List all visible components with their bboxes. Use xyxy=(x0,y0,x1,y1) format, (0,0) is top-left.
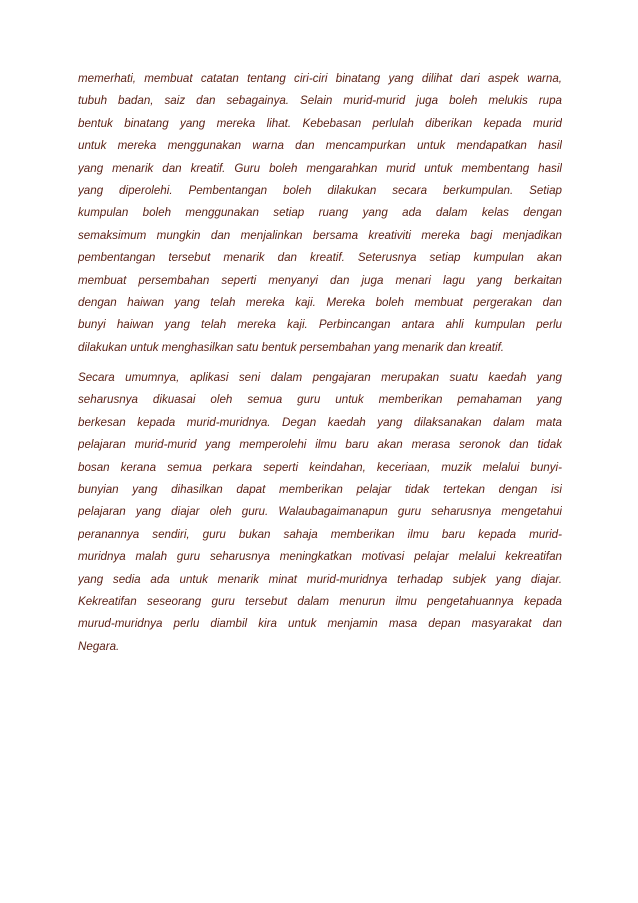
text-line: kumpulan boleh menggunakan setiap ruang yang ada dalam kelas dengan xyxy=(78,206,562,220)
document-body xyxy=(78,68,562,658)
text-line: memerhati, membuat catatan tentang ciri-ciri binatang yang dilihat dari aspek warna, xyxy=(78,72,562,85)
paragraph-2 xyxy=(78,367,562,658)
text-line: bosan kerana semua perkara seperti keindahan, keceriaan, muzik melalui bunyi- xyxy=(78,460,562,474)
text-line: Negara. xyxy=(78,639,120,653)
text-line: yang sedia ada untuk menarik minat murid-muridnya terhadap subjek yang diajar. xyxy=(78,572,562,586)
text-line: dengan haiwan yang telah mereka kaji. Mereka boleh membuat pergerakan dan xyxy=(78,295,562,309)
text-line: dilakukan untuk menghasilkan satu bentuk persembahan yang menarik dan kreatif. xyxy=(78,340,505,354)
text-line: murud-muridnya perlu diambil kira untuk menjamin masa depan masyarakat dan xyxy=(78,617,562,631)
text-line: bentuk binatang yang mereka lihat. Kebebasan perlulah diberikan kepada murid xyxy=(78,116,562,130)
text-line: membuat persembahan seperti menyanyi dan juga menari lagu yang berkaitan xyxy=(78,273,562,287)
text-line: tubuh badan, saiz dan sebagainya. Selain murid-murid juga boleh melukis rupa xyxy=(78,94,562,108)
text-line: muridnya malah guru seharusnya meningkatkan motivasi pelajar melalui kekreatifan xyxy=(78,550,562,564)
text-line: Kekreatifan seseorang guru tersebut dalam menurun ilmu pengetahuannya kepada xyxy=(78,594,562,608)
text-line: yang diperolehi. Pembentangan boleh dilakukan secara berkumpulan. Setiap xyxy=(78,183,562,197)
text-line: seharusnya dikuasai oleh semua guru untuk memberikan pemahaman yang xyxy=(78,393,562,407)
paragraph-1 xyxy=(78,68,562,359)
text-line: bunyian yang dihasilkan dapat memberikan pelajar tidak tertekan dengan isi xyxy=(78,483,562,497)
text-line: pelajaran murid-murid yang memperolehi ilmu baru akan merasa seronok dan tidak xyxy=(78,438,562,452)
text-line: untuk mereka menggunakan warna dan mencampurkan untuk mendapatkan hasil xyxy=(78,139,562,153)
text-line: pelajaran yang diajar oleh guru. Walaubagaimanapun guru seharusnya mengetahui xyxy=(78,505,562,519)
text-line: Secara umumnya, aplikasi seni dalam pengajaran merupakan suatu kaedah yang xyxy=(78,371,562,385)
text-line: yang menarik dan kreatif. Guru boleh mengarahkan murid untuk membentang hasil xyxy=(78,161,562,175)
text-line: bunyi haiwan yang telah mereka kaji. Perbincangan antara ahli kumpulan perlu xyxy=(78,318,562,332)
text-line: peranannya sendiri, guru bukan sahaja memberikan ilmu baru kepada murid- xyxy=(78,527,562,541)
text-line: berkesan kepada murid-muridnya. Degan kaedah yang dilaksanakan dalam mata xyxy=(78,415,562,429)
text-line: semaksimum mungkin dan menjalinkan bersama kreativiti mereka bagi menjadikan xyxy=(78,228,562,242)
text-line: pembentangan tersebut menarik dan kreatif. Seterusnya setiap kumpulan akan xyxy=(78,251,562,265)
